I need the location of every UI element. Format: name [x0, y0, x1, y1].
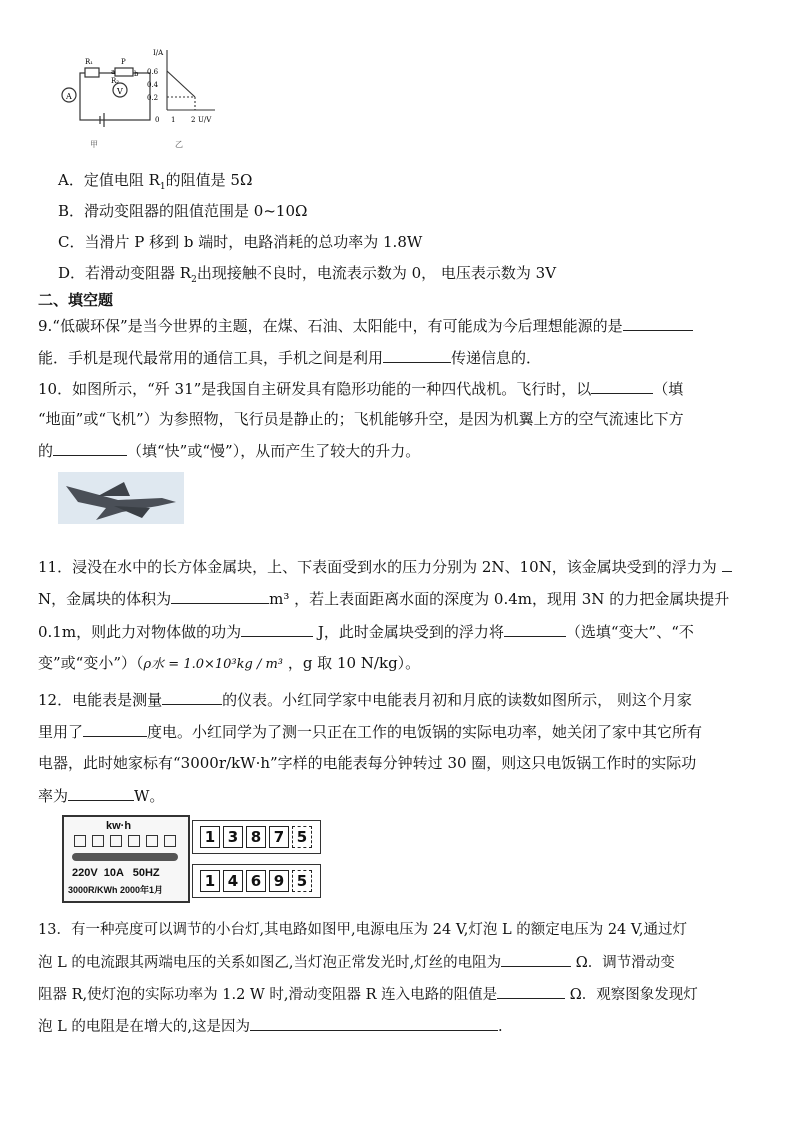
- digit: 3: [223, 826, 243, 848]
- q9-line1: 9.“低碳环保”是当今世界的主题，在煤、石油、太阳能中，有可能成为今后理想能源的是: [38, 315, 693, 336]
- option-c: C．当滑片 P 移到 b 端时，电路消耗的总功率为 1.8W: [58, 233, 423, 251]
- q9-line2: 能．手机是现代最常用的通信工具，手机之间是利用 传递信息的．: [38, 349, 542, 367]
- yi-label: 乙: [175, 140, 183, 149]
- x-axis-label: U/V: [198, 116, 212, 124]
- digit: 1: [200, 870, 220, 892]
- digit: 9: [269, 870, 289, 892]
- y-axis-label: I/A: [153, 49, 164, 57]
- meter-disc: [72, 853, 178, 861]
- y-tick: 0.2: [147, 94, 159, 102]
- q13-line3: 阻器 R,使灯泡的实际功率为 1.2 W 时,滑动变阻器 R 连入电路的阻值是 Ω．观察图象发现灯: [38, 983, 698, 1005]
- q11-line1: 11．浸没在水中的长方体金属块，上、下表面受到水的压力分别为 2N、10N，该金属块受到的浮力为: [38, 556, 732, 577]
- q11-line3: 0.1m，则此力对物体做的功为 J，此时金属块受到的浮力将 （选填“变大”、“不: [38, 623, 694, 641]
- q11-line4: 变”或“变小”）（ρ水 = 1.0×10³kg / m³ ，g 取 10 N/kg）。: [38, 654, 421, 672]
- q10-line2: “地面”或“飞机”）为参照物，飞行员是静止的；飞机能够升空，是因为机翼上方的空气流速比下方: [38, 410, 684, 428]
- meter-rate: 3000R/KWh 2000年1月: [68, 885, 164, 895]
- q13-line2: 泡 L 的电流跟其两端电压的关系如图乙,当灯泡正常发光时,灯丝的电阻为 Ω．调节滑动变: [38, 951, 675, 973]
- circuit-figure: [55, 45, 285, 155]
- q13-line1: 13．有一种亮度可以调节的小台灯,其电路如图甲,电源电压为 24 V,灯泡 L 的额定电压为 24 V,通过灯: [38, 922, 687, 938]
- x-tick: 0: [155, 116, 160, 124]
- option-a: A．定值电阻 $R_1$的阻值是 5Ω: [58, 171, 253, 192]
- jia-label: 甲: [90, 140, 98, 149]
- q10-line1: 10．如图所示，“歼 31”是我国自主研发具有隐形功能的一种四代战机。飞行时，以 （填: [38, 380, 684, 398]
- digit: 8: [246, 826, 266, 848]
- q11-line2: N，金属块的体积为 m³ ，若上表面距离水面的深度为 0.4m，现用 3N 的力把金属块提升: [38, 590, 730, 608]
- meter-spec: 220V 10A 50HZ: [72, 867, 160, 879]
- digit: 7: [269, 826, 289, 848]
- q12-line4: 率为 W。: [38, 787, 165, 805]
- b-label: b: [134, 70, 139, 78]
- p-label: P: [121, 58, 126, 66]
- x-tick: 1: [171, 116, 176, 124]
- ammeter-label: A: [66, 92, 72, 101]
- q13-line4: 泡 L 的电阻是在增大的,这是因为 .: [38, 1015, 503, 1037]
- q12-line1: 12．电能表是测量 的仪表。小红同学家中电能表月初和月底的读数如图所示， 则这个月家: [38, 691, 692, 709]
- digit: 5: [292, 870, 312, 892]
- option-b: B．滑动变阻器的阻值范围是 0~10Ω: [58, 202, 308, 220]
- r1-label: R₁: [85, 58, 94, 66]
- digit: 5: [292, 826, 312, 848]
- a-label: a: [111, 68, 116, 76]
- meter-reading-1: [192, 820, 321, 854]
- y-tick: 0.4: [147, 81, 159, 89]
- option-d: D．若滑动变阻器 $R_2$出现接触不良时，电流表示数为 0， 电压表示数为 3V: [58, 264, 557, 285]
- digit: 1: [200, 826, 220, 848]
- section-title: 二、填空题: [38, 291, 114, 309]
- electric-meter: [62, 815, 190, 903]
- x-tick: 2: [191, 116, 196, 124]
- q12-line2: 里用了 度电。小红同学为了测一只正在工作的电饭锅的实际电功率，她关闭了家中其它所有: [38, 723, 703, 741]
- digit: 6: [246, 870, 266, 892]
- fighter-jet-image: [58, 472, 184, 524]
- r2-label: R₂: [111, 77, 120, 85]
- meter-unit: kw·h: [106, 820, 132, 832]
- meter-reading-2: [192, 864, 321, 898]
- digit: 4: [223, 870, 243, 892]
- y-tick: 0.6: [147, 68, 159, 76]
- q12-line3: 电器，此时她家标有“3000r/kW·h”字样的电能表每分钟转过 30 圈，则这只电饭锅工作时的实际功: [38, 754, 697, 772]
- voltmeter-label: V: [117, 87, 123, 96]
- q10-line3: 的 （填“快”或“慢”），从而产生了较大的升力。: [38, 442, 421, 460]
